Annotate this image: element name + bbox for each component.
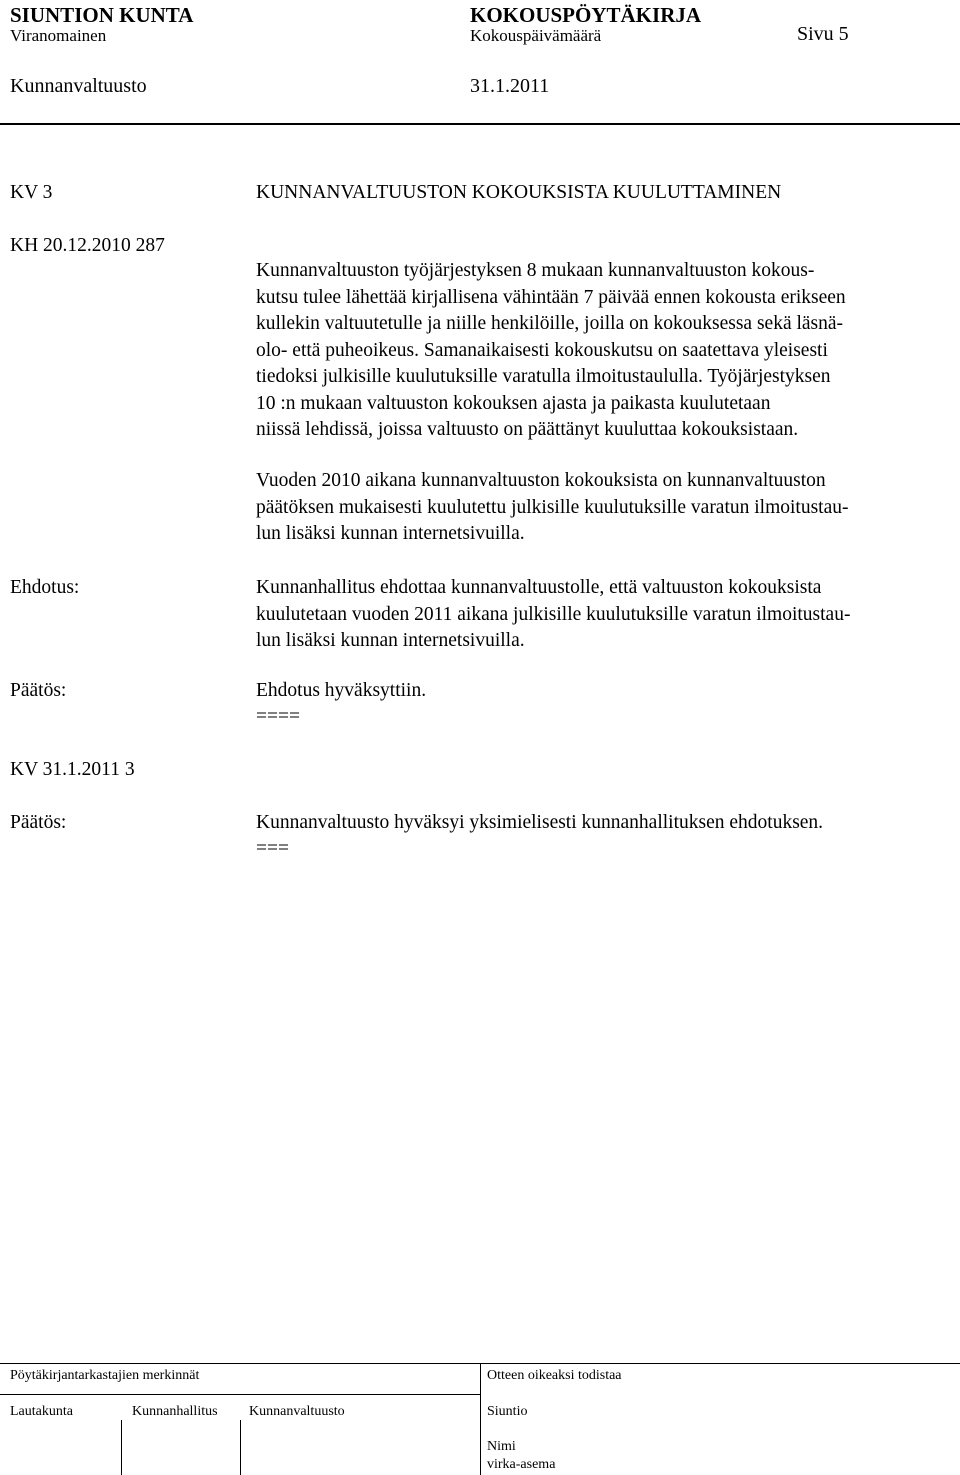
paragraph-rules xyxy=(256,258,956,444)
page-number: Sivu 5 xyxy=(797,23,849,45)
text-line: Kunnanhallitus ehdottaa kunnanvaltuustolle, että valtuuston kokouksista xyxy=(256,577,822,598)
separator: ==== xyxy=(256,706,300,727)
decision-text: Ehdotus hyväksyttiin. xyxy=(256,680,427,701)
prior-reference: KH 20.12.2010 287 xyxy=(10,235,165,256)
organization-name: SIUNTION KUNTA xyxy=(10,3,194,27)
authority-label: Viranomainen xyxy=(10,26,107,45)
text-line: 10 :n mukaan valtuuston kokouksen ajasta ja paikasta kuulutetaan xyxy=(256,392,771,414)
checkers-label: Pöytäkirjantarkastajien merkinnät xyxy=(10,1368,200,1383)
proposal-text xyxy=(256,575,956,655)
text-line: Kunnanvaltuuston työjärjestyksen 8 mukaan kunnanvaltuuston kokous- xyxy=(256,260,815,281)
kv-reference: KV 31.1.2011 3 xyxy=(10,759,135,780)
text-line: lun lisäksi kunnan internetsivuilla. xyxy=(256,630,525,651)
paragraph-2010 xyxy=(256,468,956,548)
text-line: Vuoden 2010 aikana kunnanvaltuuston kokouksista on kunnanvaltuuston xyxy=(256,470,826,491)
footer-col-rule xyxy=(121,1420,122,1475)
header-divider xyxy=(0,123,960,125)
footer-col-lautakunta: Lautakunta xyxy=(10,1404,73,1419)
item-title: KUNNANVALTUUSTON KOKOUKSISTA KUULUTTAMINEN xyxy=(256,182,782,203)
text-line: olo- että puheoikeus. Samanaikaisesti kokouskutsu on saatettava yleisesti xyxy=(256,339,828,361)
date-label: Kokouspäivämäärä xyxy=(470,26,602,45)
footer-place: Siuntio xyxy=(487,1404,528,1419)
proposal-label: Ehdotus: xyxy=(10,577,80,598)
footer-col-kunnanhallitus: Kunnanhallitus xyxy=(132,1404,218,1419)
meeting-date: 31.1.2011 xyxy=(470,75,550,97)
decision2-label: Päätös: xyxy=(10,812,67,833)
footer-divider xyxy=(480,1363,481,1475)
text-line: lun lisäksi kunnan internetsivuilla. xyxy=(256,523,525,544)
decision-label: Päätös: xyxy=(10,680,67,701)
footer-title-label: virka-asema xyxy=(487,1457,556,1472)
footer-col-kunnanvaltuusto: Kunnanvaltuusto xyxy=(249,1404,345,1419)
text-line: kutsu tulee lähettää kirjallisena vähintään 7 päivää ennen kokousta erikseen xyxy=(256,286,846,308)
footer-col-rule xyxy=(240,1420,241,1475)
text-line: kuulutetaan vuoden 2011 aikana julkisille kuulutuksille varatun ilmoitustau- xyxy=(256,603,851,625)
footer-inner-rule xyxy=(0,1394,480,1395)
text-line: niissä lehdissä, joissa valtuusto on päättänyt kuuluttaa kokouksistaan. xyxy=(256,419,799,440)
item-reference: KV 3 xyxy=(10,182,53,203)
text-line: päätöksen mukaisesti kuulutettu julkisille kuulutuksille varatun ilmoitustau- xyxy=(256,496,849,518)
decision2-text: Kunnanvaltuusto hyväksyi yksimielisesti kunnanhallituksen ehdotuksen. xyxy=(256,812,824,833)
text-line: tiedoksi julkisille kuulutuksille varatulla ilmoitustaululla. Työjärjestyksen xyxy=(256,366,831,387)
footer-name-label: Nimi xyxy=(487,1439,516,1454)
document-type: KOKOUSPÖYTÄKIRJA xyxy=(470,3,702,27)
text-line: kullekin valtuutetulle ja niille henkilöille, joilla on kokouksessa sekä läsnä- xyxy=(256,313,844,334)
separator: === xyxy=(256,838,289,859)
authority: Kunnanvaltuusto xyxy=(10,75,147,97)
copy-label: Otteen oikeaksi todistaa xyxy=(487,1368,622,1383)
